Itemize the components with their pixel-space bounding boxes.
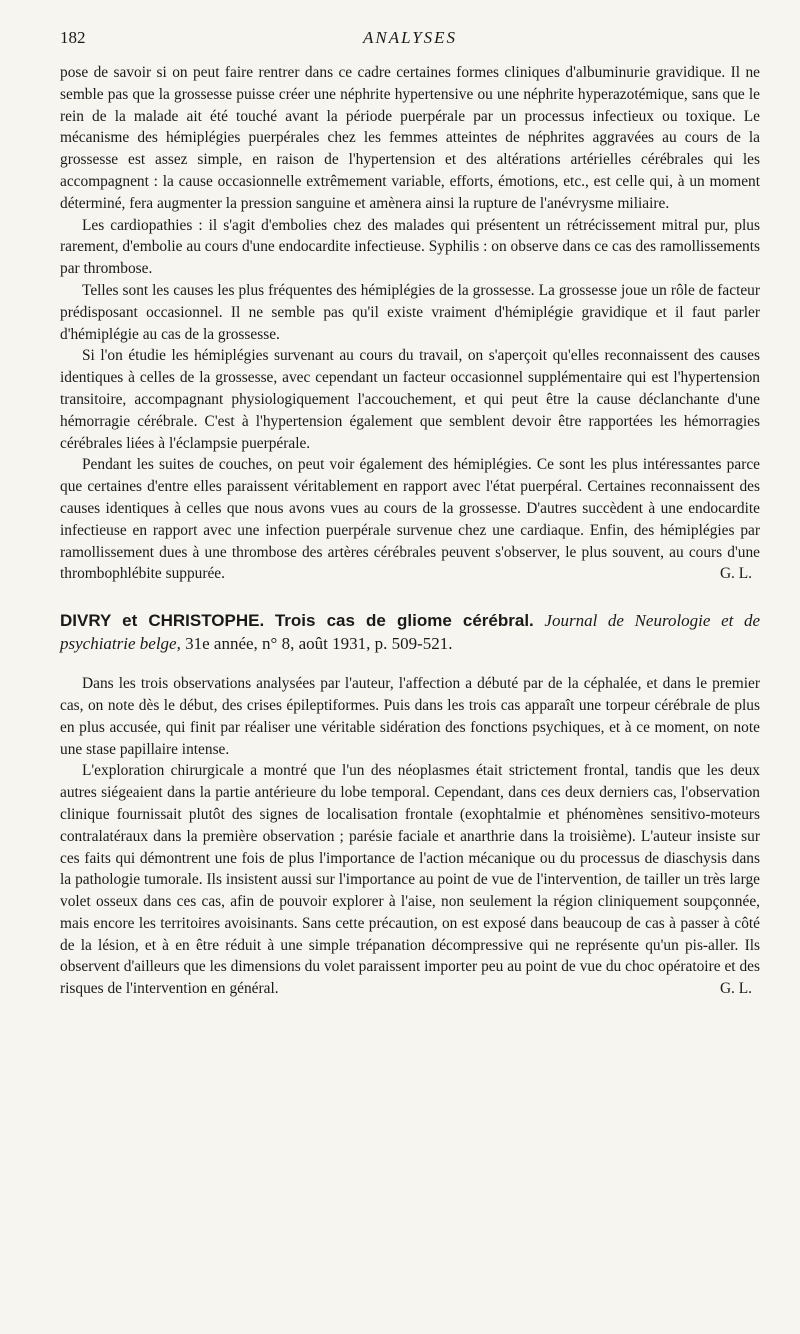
review-continued bbox=[60, 62, 760, 585]
paragraph-with-signature bbox=[60, 454, 760, 585]
page-header bbox=[60, 28, 760, 58]
review-heading bbox=[60, 609, 760, 655]
paragraph: Les cardiopathies : il s'agit d'embolies chez des malades qui présentent un rétrécissement mitral pur, plus rarement, d'embolie au cours d'une endocardite infectieuse. Syphilis : on observe dans ce cas des ramollissements par thrombose. bbox=[60, 216, 760, 278]
paragraph: pose de savoir si on peut faire rentrer dans ce cadre certaines formes cliniques d'albuminurie gravidique. Il ne semble pas que la grossesse puisse créer une néphrite hypertensive ou une néphrite hyperazotémique, sans que le rein de la malade ait été touché avant la période puerpérale par un processus infectieux ou toxique. Le mécanisme des hémiplégies puerpérales chez les femmes atteintes de néphrites aggravées au cours de la grossesse est assez simple, en raison de l'hypertension et des altérations artérielles cérébrales qui les accompagnent : la cause occasionnelle extrêmement variable, efforts, émotions, etc., est celle qui, à un moment déterminé, fera augmenter la pression sanguine et amènera ainsi la rupture de l'anévrysme miliaire. bbox=[60, 64, 760, 212]
review-divry-christophe bbox=[60, 609, 760, 1000]
page-number: 182 bbox=[60, 28, 86, 47]
review-title: Trois cas de gliome cérébral. bbox=[274, 611, 534, 631]
paragraph-text: L'exploration chirurgicale a montré que l'un des néoplasmes était strictement frontal, tandis que les deux autres siégeaient dans la partie antérieure du lobe temporal. Cependant, dans ces deux derniers cas, l'observation clinique fournissait plutôt des signes de localisation frontale (exophtalmie et phénomènes sensitivo-moteurs contralatéraux dans la première observation ; parésie faciale et anarthrie dans la troisième). L'auteur insiste sur ces faits qui démontrent une fois de plus l'importance de l'action mécanique ou du processus de diaschysis dans la pathologie tumorale. Ils insistent aussi sur l'importance au point de vue de l'intervention, de tailler un très large volet osseux dans ces cas, afin de pouvoir explorer à l'aise, non seulement la région cliniquement soupçonnée, mais encore les territoires avoisinants. Sans cette précaution, on est exposé dans beaucoup de cas à passer à côté de la lésion, et à en être réduit à une simple trépanation décompressive qui ne représente qu'un pis-aller. Ils observent d'ailleurs que les dimensions du volet paraissent importer peu au point de vue du choc opératoire et des risques de l'intervention en général. bbox=[60, 762, 760, 998]
citation-details: , 31e année, n° 8, août 1931, p. 509-521. bbox=[176, 634, 453, 654]
journal-name: Journal de Neurologie et de psychiatrie belge bbox=[60, 611, 761, 654]
page-body bbox=[60, 62, 760, 1000]
signature: G. L. bbox=[719, 980, 752, 998]
paragraph: Telles sont les causes les plus fréquentes des hémiplégies de la grossesse. La grossesse joue un rôle de facteur prédisposant occasionnel. Il ne semble pas qu'il existe vraiment d'hémiplégie gravidique et il faut parler d'hémiplégie au cas de la grossesse. bbox=[60, 281, 760, 343]
running-title: ANALYSES bbox=[362, 28, 458, 47]
paragraph: Dans les trois observations analysées par l'auteur, l'affection a débuté par de la céphalée, et dans le premier cas, on note dès le début, des crises épileptiformes. Puis dans les trois cas apparaît une torpeur cérébrale de plus en plus accusée, qui finit par réaliser une véritable sidération des fonctions psychiques, et à ce moment, on note une stase papillaire intense. bbox=[60, 675, 760, 758]
paragraph-text: Pendant les suites de couches, on peut voir également des hémiplégies. Ce sont les plus intéressantes parce que certaines d'entre elles paraissent véritablement en rapport avec l'état puerpéral. Certaines reconnaissent des causes identiques à celles que nous avons vues au cours de la grossesse. D'autres succèdent à une endocardite infectieuse en rapport avec une infection puerpérale survenue chez une cardiaque. Enfin, des hémiplégies par ramollissement dues à une thrombose des artères cérébrales peuvent s'observer, le plus souvent, au cours d'une thrombophlébite suppurée. bbox=[60, 456, 760, 583]
review-authors: DIVRY et CHRISTOPHE. bbox=[60, 611, 265, 631]
signature: G. L. bbox=[719, 565, 752, 583]
paragraph-with-signature bbox=[60, 760, 760, 1000]
paragraph: Si l'on étudie les hémiplégies survenant au cours du travail, on s'aperçoit qu'elles reconnaissent des causes identiques à celles de la grossesse, avec cependant un facteur occasionnel supplémentaire qui est l'hypertension transitoire, accompagnant physiologiquement l'accouchement, et qui peut être la cause déclanchante d'une hémorragie cérébrale. C'est à l'hypertension également que semblent devoir être rapportées les hémorragies cérébrales liées à l'éclampsie puerpérale. bbox=[60, 347, 760, 452]
